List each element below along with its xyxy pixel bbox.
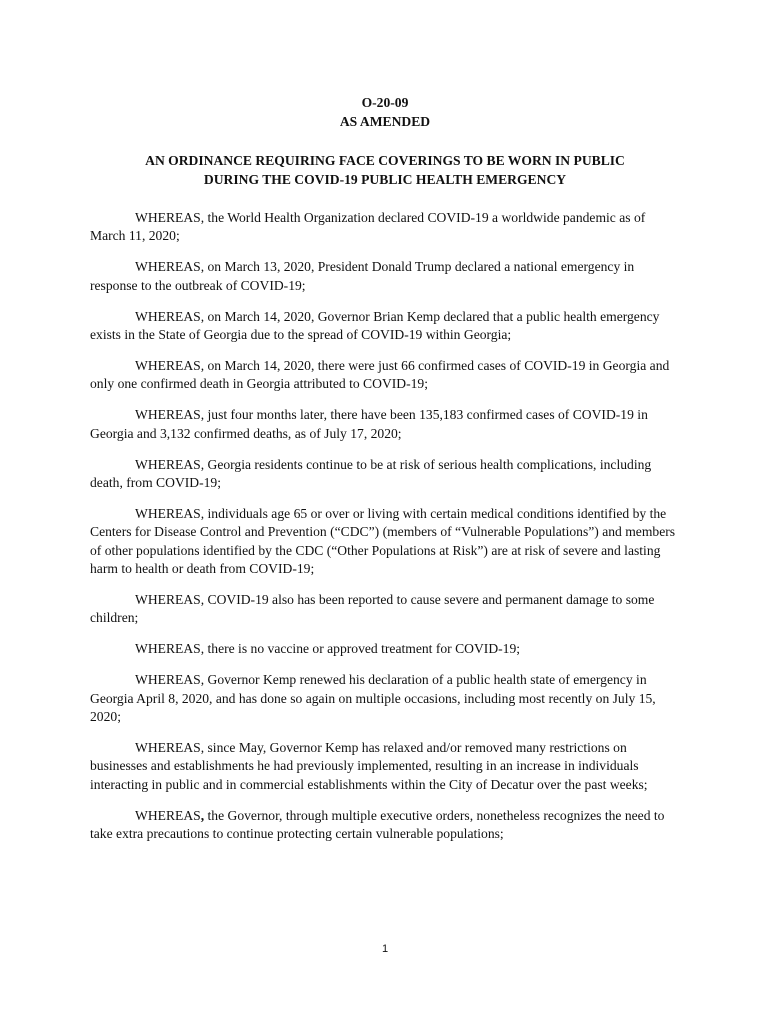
whereas-paragraph-6: WHEREAS, Georgia residents continue to be at risk of serious health complications, including death, from COVID-19; (90, 456, 652, 490)
title-line-1: AN ORDINANCE REQUIRING FACE COVERINGS TO BE WORN IN PUBLIC (145, 153, 625, 168)
whereas-lead: WHEREAS (135, 807, 201, 823)
bold-comma: , (200, 807, 205, 823)
page-number: 1 (381, 943, 389, 955)
whereas-paragraph-3: WHEREAS, on March 14, 2020, Governor Brian Kemp declared that a public health emergency exists in the State of Georgia due to the spread of COVID-19 within Georgia; (90, 308, 660, 343)
whereas-paragraph-10: WHEREAS, Governor Kemp renewed his declaration of a public health state of emergency in Georgia April 8, 2020, and has done so again on multiple occasions, including most recently on July 15, 2020; (90, 672, 656, 725)
whereas-paragraph-9: WHEREAS, there is no vaccine or approved treatment for COVID-19; (135, 641, 521, 657)
document-header (0, 93, 770, 131)
document-body (90, 209, 682, 856)
whereas-rest: the Governor, through multiple executive orders, nonetheless recognizes the need to take extra precautions to continue protecting certain vulnerable populations; (90, 807, 665, 842)
amendment-status: AS AMENDED (339, 114, 431, 129)
ordinance-title (90, 151, 680, 189)
whereas-paragraph-7: WHEREAS, individuals age 65 or over or living with certain medical conditions identified by the Centers for Disease Control and Prevention (“CDC”) (members of “Vulnerable Populations”) and members of other populations identified by the CDC (“Other Populations at Risk”) are at risk of severe and lasting harm to health or death from COVID-19; (90, 505, 676, 577)
whereas-paragraph-8: WHEREAS, COVID-19 also has been reported to cause severe and permanent damage to some children; (90, 592, 655, 626)
whereas-paragraph-12 (90, 807, 682, 844)
whereas-paragraph-2: WHEREAS, on March 13, 2020, President Donald Trump declared a national emergency in response to the outbreak of COVID-19; (90, 259, 635, 293)
title-line-2: DURING THE COVID-19 PUBLIC HEALTH EMERGENCY (203, 172, 567, 187)
whereas-paragraph-1: WHEREAS, the World Health Organization declared COVID-19 a worldwide pandemic as of March 11, 2020; (90, 210, 646, 244)
whereas-paragraph-4: WHEREAS, on March 14, 2020, there were just 66 confirmed cases of COVID-19 in Georgia and only one confirmed death in Georgia attributed to COVID-19; (90, 357, 670, 392)
whereas-paragraph-11: WHEREAS, since May, Governor Kemp has relaxed and/or removed many restrictions on businesses and establishments he had previously implemented, resulting in an increase in individuals interacting in public and in commercial establishments within the City of Decatur over the past weeks; (90, 739, 648, 792)
ordinance-number: O-20-09 (361, 95, 409, 110)
whereas-paragraph-5: WHEREAS, just four months later, there have been 135,183 confirmed cases of COVID-19 in Georgia and 3,132 confirmed deaths, as of July 17, 2020; (90, 407, 648, 441)
